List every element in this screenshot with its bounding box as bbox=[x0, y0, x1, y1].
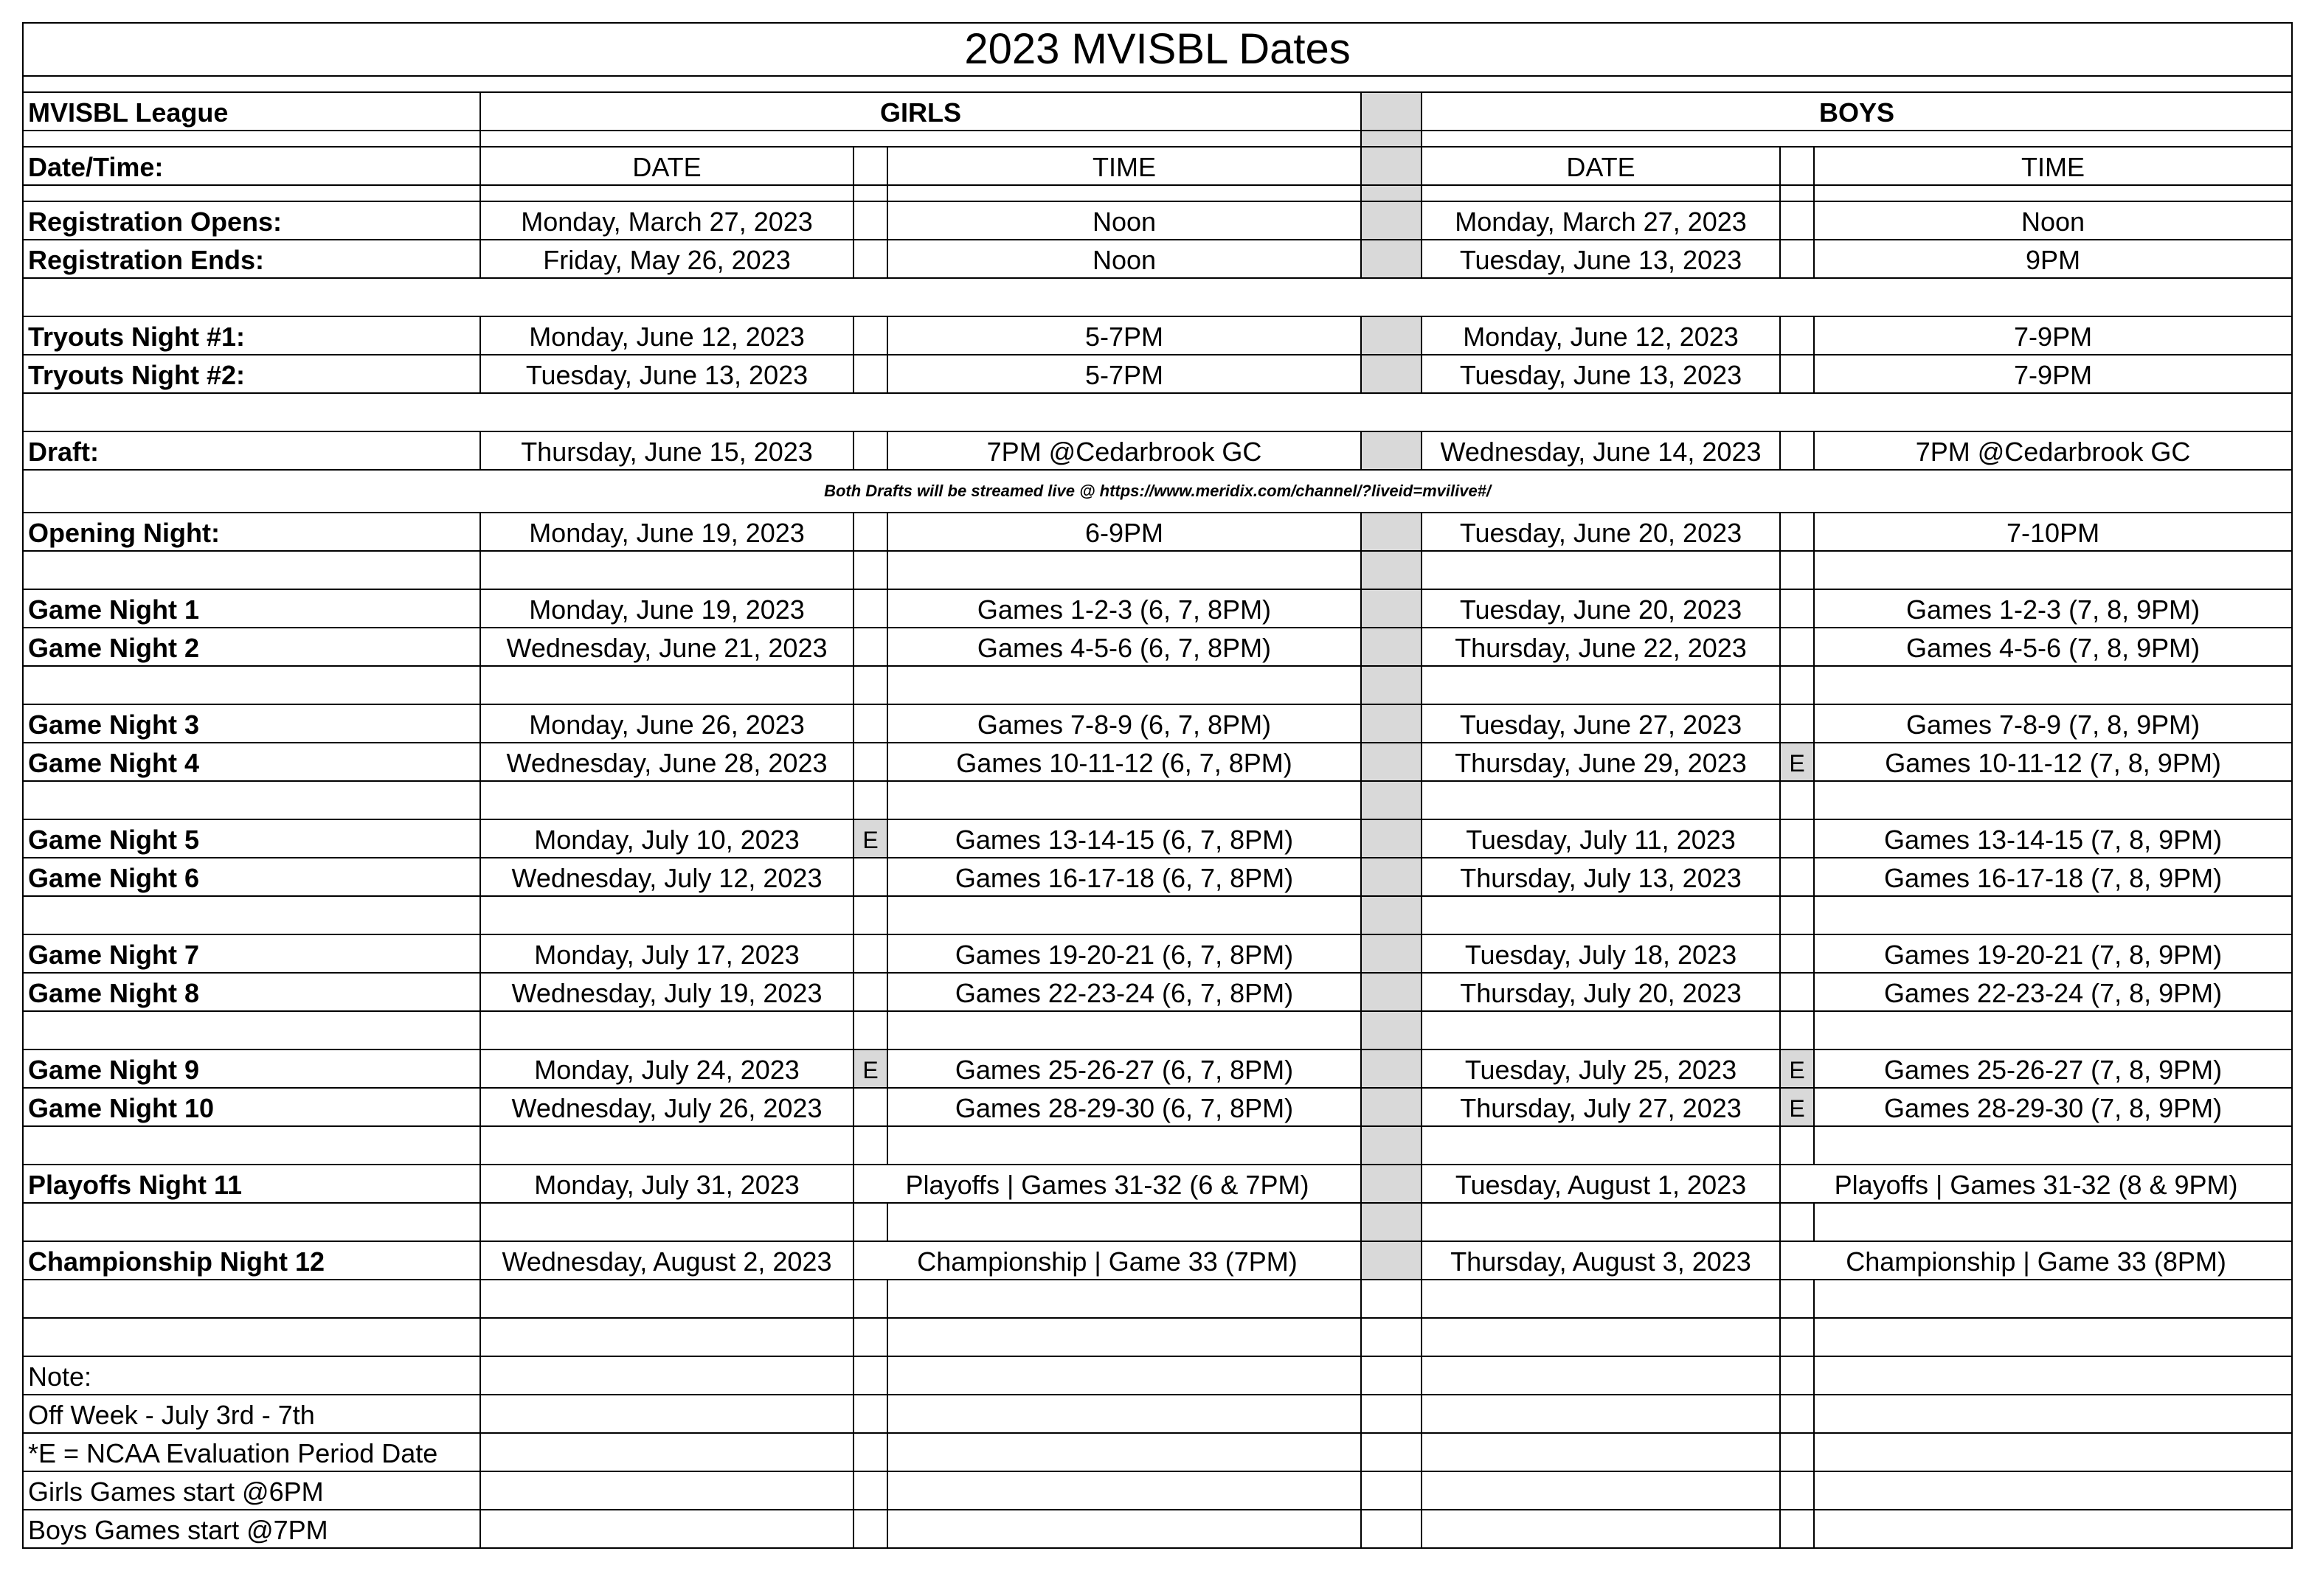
table-row: Draft: Thursday, June 15, 2023 7PM @Cedarbrook GC Wednesday, June 14, 2023 7PM @Cedarbrook GC bbox=[23, 431, 2292, 470]
table-row: Game Night 1 Monday, June 19, 2023 Games 1-2-3 (6, 7, 8PM) Tuesday, June 20, 2023 Games 1-2-3 (7, 8, 9PM) bbox=[23, 589, 2292, 628]
table-row: Tryouts Night #1: Monday, June 12, 2023 5-7PM Monday, June 12, 2023 7-9PM bbox=[23, 316, 2292, 355]
boys-date-header: DATE bbox=[1422, 147, 1780, 185]
boys-time-header: TIME bbox=[1814, 147, 2292, 185]
spacer-row bbox=[23, 278, 2292, 316]
table-row: Game Night 5 Monday, July 10, 2023 E Games 13-14-15 (6, 7, 8PM) Tuesday, July 11, 2023 Games 13-14-15 (7, 8, 9PM) bbox=[23, 819, 2292, 858]
evaluation-mark: E bbox=[854, 819, 887, 858]
table-row: Playoffs Night 11 Monday, July 31, 2023 Playoffs | Games 31-32 (6 & 7PM) Tuesday, August 1, 2023 Playoffs | Games 31-32 (8 & 9PM) bbox=[23, 1165, 2292, 1203]
table-row: Game Night 2 Wednesday, June 21, 2023 Games 4-5-6 (6, 7, 8PM) Thursday, June 22, 2023 Games 4-5-6 (7, 8, 9PM) bbox=[23, 628, 2292, 666]
note-heading: Note: bbox=[23, 1356, 480, 1395]
table-row: Game Night 8 Wednesday, July 19, 2023 Games 22-23-24 (6, 7, 8PM) Thursday, July 20, 2023 Games 22-23-24 (7, 8, 9PM) bbox=[23, 973, 2292, 1011]
stream-note: Both Drafts will be streamed live @ https://www.meridix.com/channel/?liveid=mvilive#/ bbox=[23, 470, 2292, 513]
league-header-row bbox=[23, 92, 2292, 131]
table-row: Game Night 10 Wednesday, July 26, 2023 Games 28-29-30 (6, 7, 8PM) Thursday, July 27, 2023 E Games 28-29-30 (7, 8, 9PM) bbox=[23, 1088, 2292, 1126]
page-title: 2023 MVISBL Dates bbox=[23, 23, 2292, 76]
league-label: MVISBL League bbox=[23, 92, 480, 131]
note-text: Off Week - July 3rd - 7th bbox=[23, 1395, 480, 1433]
evaluation-mark: E bbox=[1780, 743, 1814, 781]
title-row bbox=[23, 23, 2292, 76]
table-row: Registration Ends: Friday, May 26, 2023 Noon Tuesday, June 13, 2023 9PM bbox=[23, 240, 2292, 278]
table-row: Championship Night 12 Wednesday, August 2, 2023 Championship | Game 33 (7PM) Thursday, August 3, 2023 Championship | Game 33 (8PM) bbox=[23, 1241, 2292, 1280]
evaluation-mark: E bbox=[854, 1049, 887, 1088]
evaluation-mark: E bbox=[1780, 1049, 1814, 1088]
note-row bbox=[23, 1356, 2292, 1395]
table-row: Game Night 3 Monday, June 26, 2023 Games 7-8-9 (6, 7, 8PM) Tuesday, June 27, 2023 Games 7-8-9 (7, 8, 9PM) bbox=[23, 704, 2292, 743]
schedule-sheet bbox=[22, 22, 2291, 1549]
girls-date-header: DATE bbox=[480, 147, 854, 185]
schedule-table bbox=[22, 22, 2293, 1549]
table-row: Game Night 6 Wednesday, July 12, 2023 Games 16-17-18 (6, 7, 8PM) Thursday, July 13, 2023 Games 16-17-18 (7, 8, 9PM) bbox=[23, 858, 2292, 896]
note-text: Boys Games start @7PM bbox=[23, 1510, 480, 1548]
spacer-row bbox=[23, 76, 2292, 92]
note-row bbox=[23, 1510, 2292, 1548]
separator-cell bbox=[1361, 92, 1422, 131]
note-text: Girls Games start @6PM bbox=[23, 1471, 480, 1510]
table-row: Game Night 7 Monday, July 17, 2023 Games 19-20-21 (6, 7, 8PM) Tuesday, July 18, 2023 Games 19-20-21 (7, 8, 9PM) bbox=[23, 934, 2292, 973]
note-row bbox=[23, 1433, 2292, 1471]
table-row: Game Night 4 Wednesday, June 28, 2023 Games 10-11-12 (6, 7, 8PM) Thursday, June 29, 2023 E Games 10-11-12 (7, 8, 9PM) bbox=[23, 743, 2292, 781]
spacer-row bbox=[23, 393, 2292, 431]
datetime-label: Date/Time: bbox=[23, 147, 480, 185]
table-row: Registration Opens: Monday, March 27, 2023 Noon Monday, March 27, 2023 Noon bbox=[23, 201, 2292, 240]
table-row: Tryouts Night #2: Tuesday, June 13, 2023 5-7PM Tuesday, June 13, 2023 7-9PM bbox=[23, 355, 2292, 393]
stream-note-row bbox=[23, 470, 2292, 513]
evaluation-mark: E bbox=[1780, 1088, 1814, 1126]
table-row: Opening Night: Monday, June 19, 2023 6-9PM Tuesday, June 20, 2023 7-10PM bbox=[23, 513, 2292, 551]
note-row bbox=[23, 1471, 2292, 1510]
boys-header: BOYS bbox=[1422, 92, 2292, 131]
girls-time-header: TIME bbox=[887, 147, 1361, 185]
table-row: Game Night 9 Monday, July 24, 2023 E Games 25-26-27 (6, 7, 8PM) Tuesday, July 25, 2023 E Games 25-26-27 (7, 8, 9PM) bbox=[23, 1049, 2292, 1088]
note-row bbox=[23, 1395, 2292, 1433]
girls-header: GIRLS bbox=[480, 92, 1361, 131]
datetime-header-row bbox=[23, 147, 2292, 185]
note-text: *E = NCAA Evaluation Period Date bbox=[23, 1433, 480, 1471]
